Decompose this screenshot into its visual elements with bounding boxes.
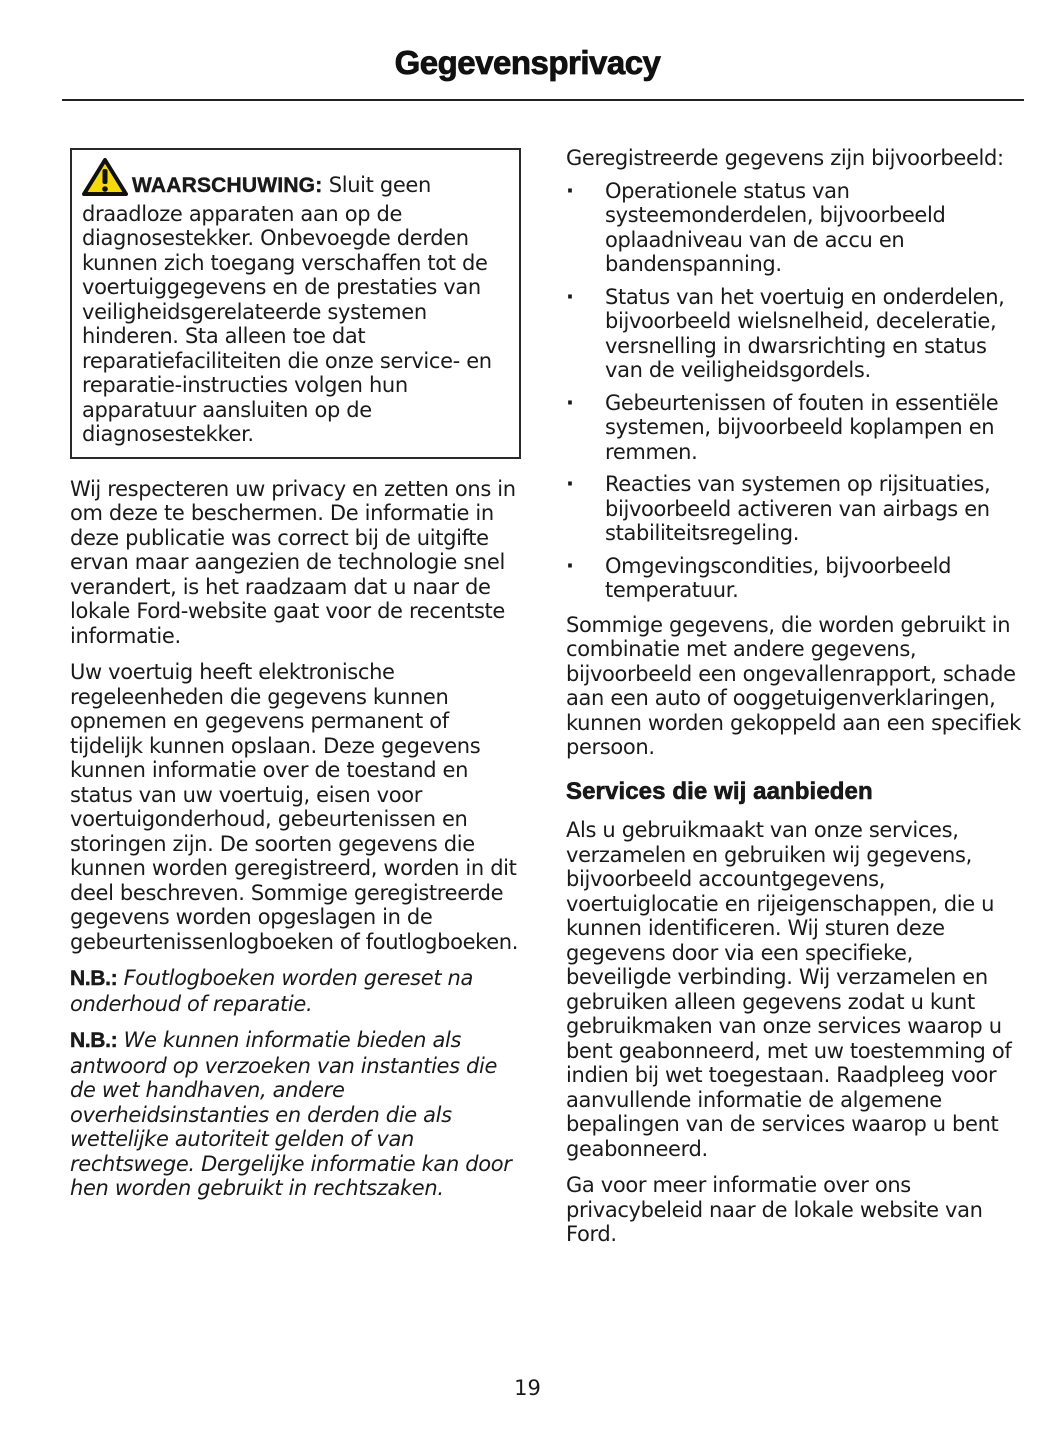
note-text: Foutlogboeken worden gereset na onderhoud of reparatie. (70, 966, 474, 1016)
bullet-icon: · (566, 553, 574, 578)
note-1 (70, 966, 522, 1016)
paragraph-linked-data: Sommige gegevens, die worden gebruikt in combinatie met andere gegevens, bijvoorbeeld een ongevallenrapport, schade aan een auto of ooggetuigenverklaringen, kunnen worden gekoppeld aan een specifiek persoon. (566, 612, 1021, 759)
warning-box (70, 148, 521, 459)
list-item-text: Status van het voertuig en onderdelen, bijvoorbeeld wielsnelheid, deceleratie, versnelling in dwarsrichting en status van de veiligheidsgordels. (605, 284, 1005, 382)
list-item (566, 179, 1022, 277)
recorded-data-list (566, 179, 1022, 603)
paragraph-more-info: Ga voor meer informatie over ons privacybeleid naar de lokale website van Ford. (566, 1173, 983, 1246)
list-item (566, 391, 1022, 465)
warning-text: Sluit geen draadloze apparaten aan op de diagnosestekker. Onbevoegde derden kunnen zich toegang verschaffen tot de voertuiggegevens en de prestaties van veiligheidsgerelateerde systemen hinderen. Sta alleen toe dat reparatiefaciliteiten die onze service- en reparatie-instructies volgen hun apparatuur aansluiten op de diagnosestekker. (82, 173, 492, 446)
paragraph-control-units: Uw voertuig heeft elektronische regeleenheden die gegevens kunnen opnemen en gegevens permanent of tijdelijk kunnen opslaan. Deze gegevens kunnen informatie over de toestand en status van uw voertuig, eisen voor voertuigonderhoud, gebeurtenissen en storingen zijn. De soorten gegevens die kunnen worden geregistreerd, worden in dit deel beschreven. Sommige geregistreerde gegevens worden opgeslagen in de gebeurtenissenlogboeken of foutlogboeken. (70, 660, 519, 954)
left-column (70, 146, 522, 1213)
warning-triangle-icon (82, 158, 128, 202)
note-label: N.B.: (70, 967, 118, 990)
list-item-text: Gebeurtenissen of fouten in essentiële systemen, bijvoorbeeld koplampen en remmen. (605, 390, 999, 464)
bullet-icon: · (566, 472, 574, 496)
page-number: 19 (514, 1376, 541, 1400)
title-divider (62, 99, 1024, 101)
warning-label: WAARSCHUWING: (132, 174, 323, 197)
page-title: Gegevensprivacy (394, 44, 661, 81)
list-item-text: Reacties van systemen op rijsituaties, bijvoorbeeld activeren van airbags en stabiliteitsregeling. (605, 472, 991, 545)
right-column (566, 146, 1022, 1259)
list-item (566, 285, 1022, 383)
note-text: We kunnen informatie bieden als antwoord op verzoeken van instanties die de wet handhaven, andere overheidsinstanties en derden die als wettelijke autoriteit gelden of van rechtswege. Dergelijke informatie kan door hen worden gebruikt in rechtszaken. (70, 1028, 512, 1200)
note-2 (70, 1028, 522, 1201)
note-label: N.B.: (70, 1029, 118, 1052)
bullet-icon: · (566, 284, 574, 309)
recorded-data-intro: Geregistreerde gegevens zijn bijvoorbeeld: (566, 146, 1004, 170)
bullet-icon: · (566, 178, 574, 203)
paragraph-services: Als u gebruikmaakt van onze services, verzamelen en gebruiken wij gegevens, bijvoorbeeld accountgegevens, voertuiglocatie en rijeigenschappen, die u kunnen identificeren. Wij sturen deze gegevens door via een specifieke, beveiligde verbinding. Wij verzamelen en gebruiken alleen gegevens zodat u kunt gebruikmaken van onze services waarop u bent geabonneerd, met uw toestemming of indien bij wet toegestaan. Raadpleeg voor aanvullende informatie de algemene bepalingen van de services waarop u bent geabonneerd. (566, 818, 1012, 1161)
paragraph-privacy-intro: Wij respecteren uw privacy en zetten ons in om deze te beschermen. De informatie in deze publicatie was correct bij de uitgifte ervan maar aangezien de technologie snel verandert, is het raadzaam dat u naar de lokale Ford-website gaat voor de recentste informatie. (70, 476, 516, 648)
list-item-text: Operationele status van systeemonderdelen, bijvoorbeeld oplaadniveau van de accu en bandenspanning. (605, 178, 946, 276)
bullet-icon: · (566, 390, 574, 415)
list-item-text: Omgevingscondities, bijvoorbeeld temperatuur. (605, 553, 952, 602)
list-item (566, 472, 1022, 546)
section-heading-services: Services die wij aanbieden (566, 777, 873, 805)
list-item (566, 554, 1022, 603)
